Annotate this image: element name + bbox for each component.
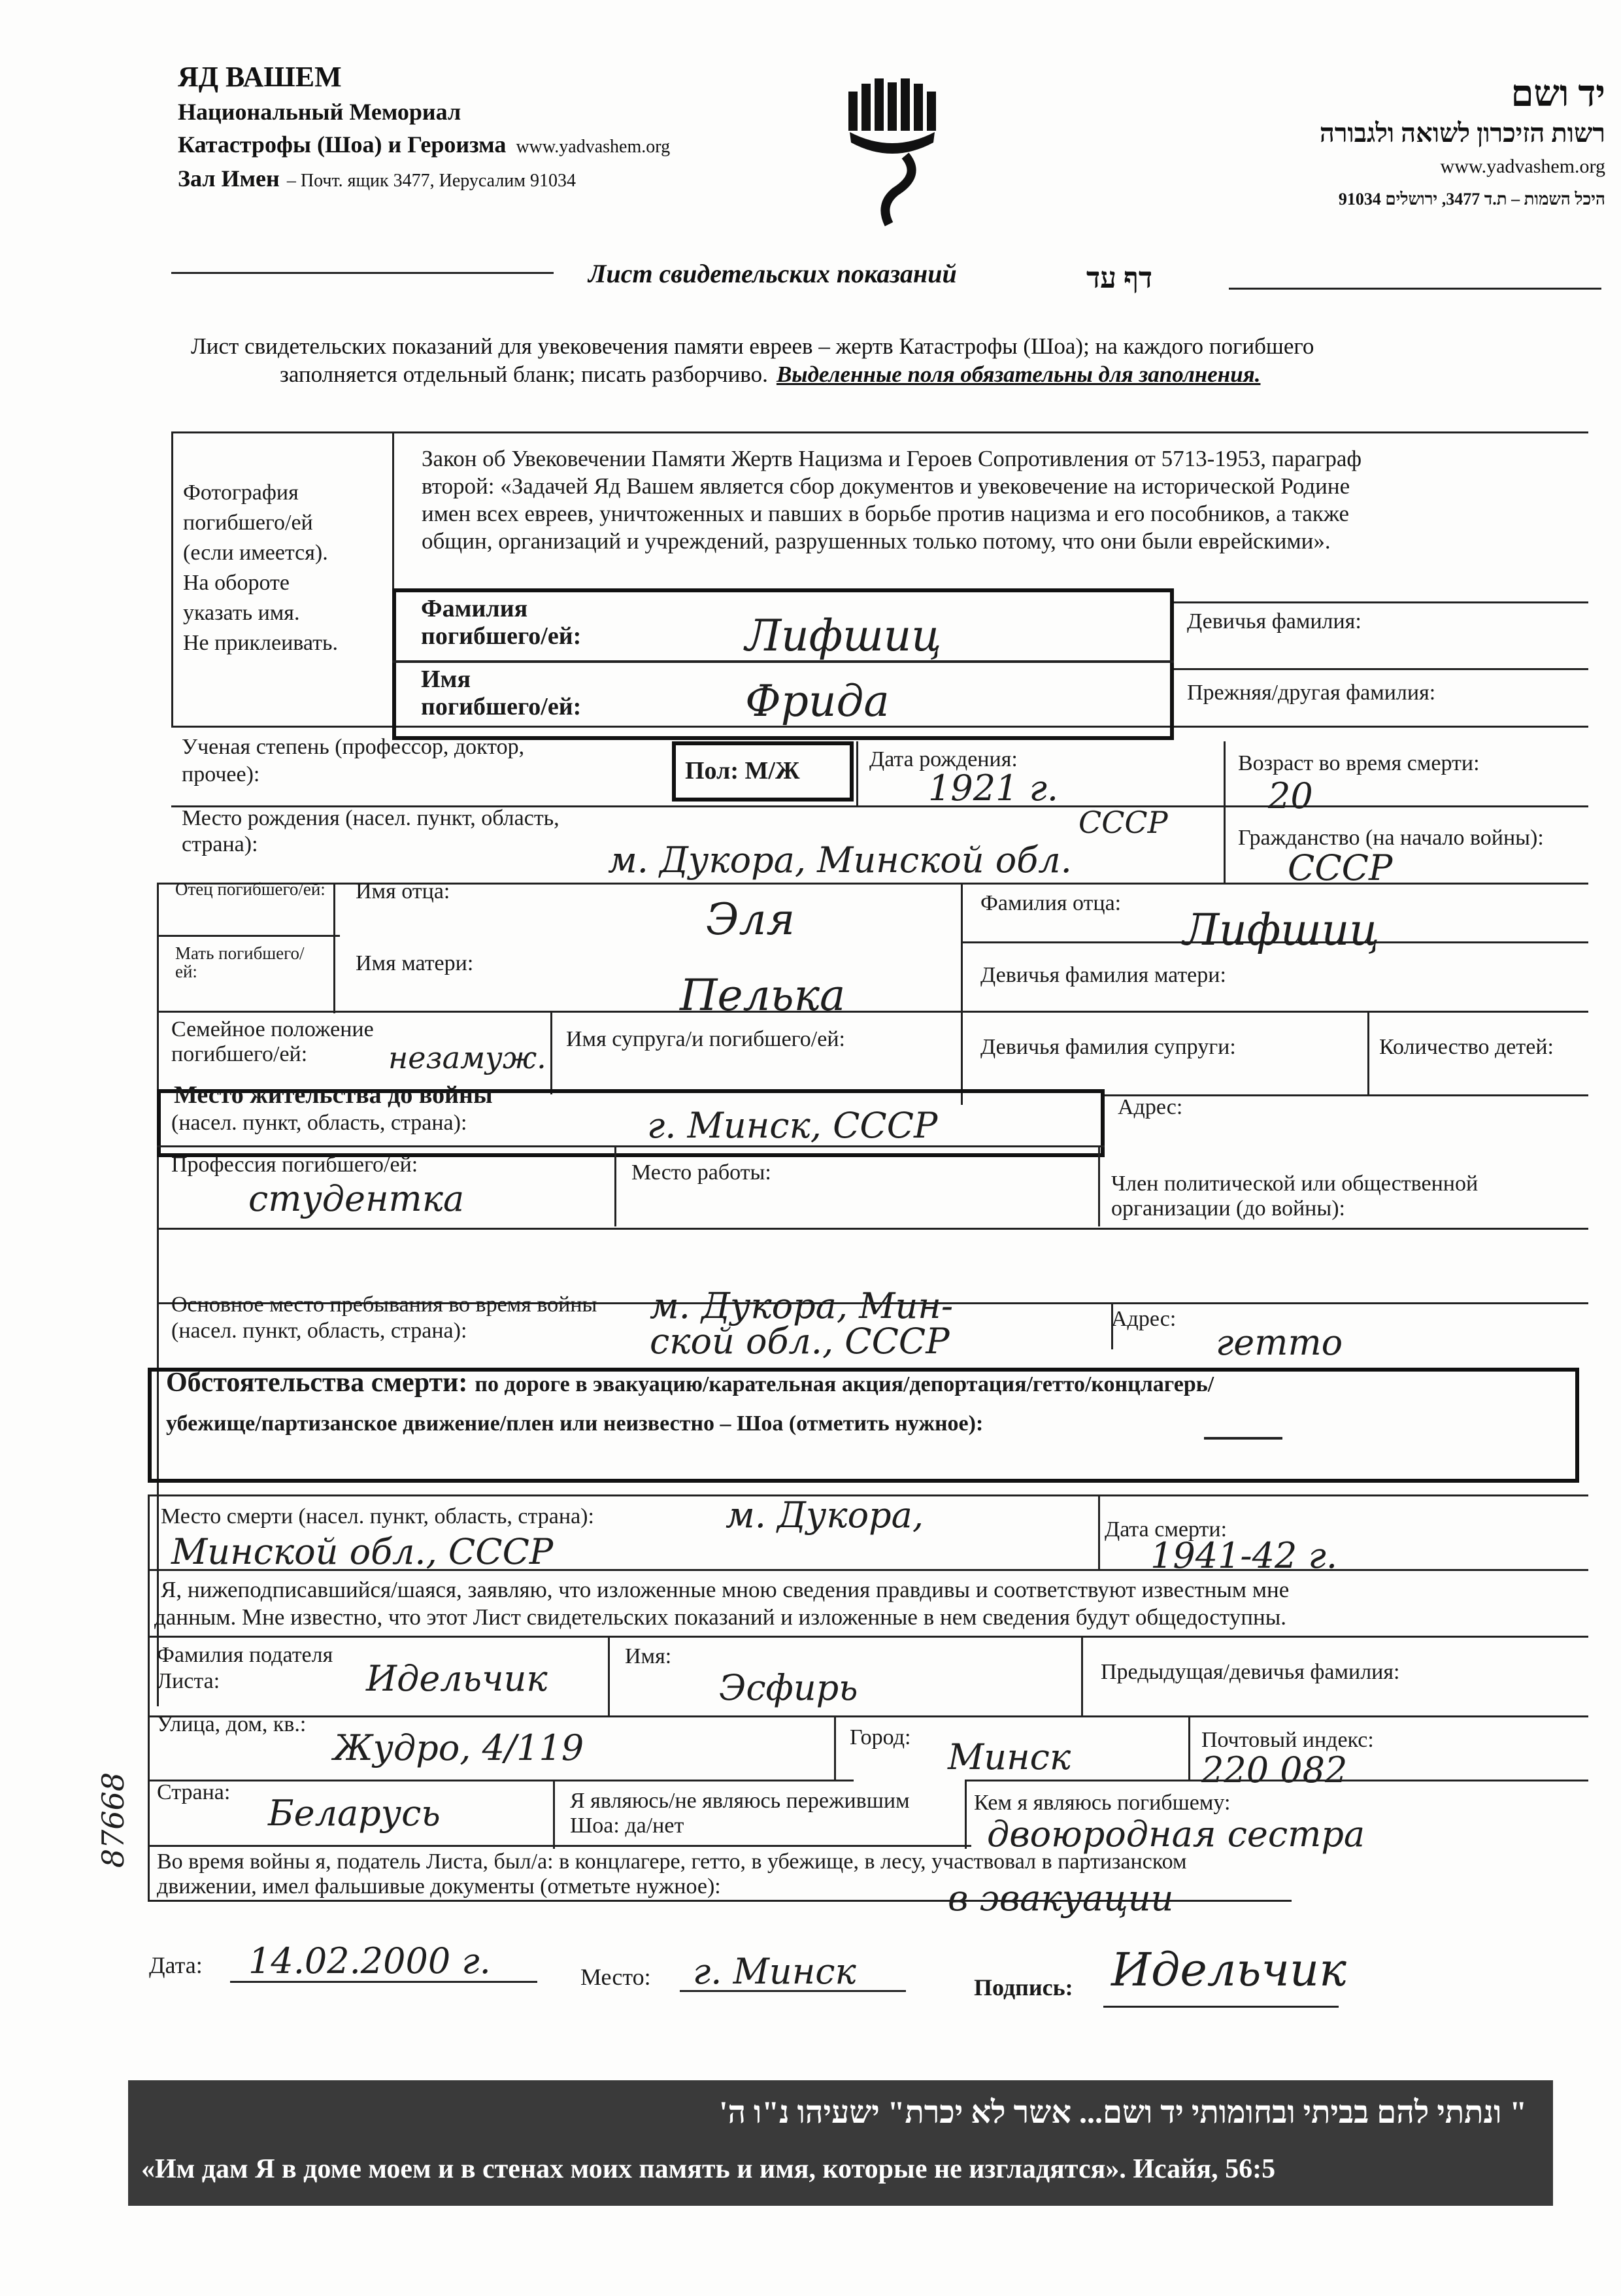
submitter-wartime-value[interactable]: в эвакуации bbox=[948, 1878, 1174, 1919]
wartime-address-value[interactable]: гетто bbox=[1216, 1322, 1343, 1363]
photo-line-3: На обороте bbox=[183, 571, 290, 595]
grid bbox=[148, 1845, 971, 1847]
declaration-line1: Я, нижеподписавшийся/шаяся, заявляю, что изложенные мною сведения правдивы и соответствуют известным мне bbox=[161, 1577, 1290, 1602]
photo-line-5: Не приклеивать. bbox=[183, 631, 338, 655]
header-left-title: ЯД ВАШЕМ bbox=[178, 61, 342, 93]
photo-line-4: указать имя. bbox=[183, 601, 300, 625]
circ-underline bbox=[1204, 1437, 1282, 1440]
death-circ-row bbox=[166, 1369, 1214, 1396]
death-date-value[interactable]: 1941-42 г. bbox=[1150, 1535, 1338, 1576]
death-place-value1[interactable]: м. Дукора, bbox=[726, 1494, 924, 1536]
father-name-label: Имя отца: bbox=[356, 879, 450, 903]
banner-russian-quote: «Им дам Я в доме моем и в стенах моих память и имя, которые не изгладятся». Исайя, 56:5 bbox=[141, 2154, 1276, 2184]
residence-sublabel: (насел. пункт, область, страна): bbox=[171, 1111, 467, 1135]
declaration-line2: данным. Мне известно, что этот Лист свидетельских показаний и изложенные в нем сведения будут общедоступны. bbox=[154, 1604, 1286, 1630]
intro-line1: Лист свидетельских показаний для увековечения памяти евреев – жертв Катастрофы (Шоа); на каждого погибшего bbox=[191, 333, 1314, 359]
father-surname-label: Фамилия отца: bbox=[980, 891, 1122, 915]
mother-side-label: Мать погибшего/ей: bbox=[175, 943, 305, 981]
father-surname-value[interactable]: Лифшиц bbox=[1183, 905, 1380, 955]
header-left-line2-row bbox=[178, 131, 670, 158]
banner-hebrew-quote: " ונתתי להם בביתי ובחומותי יד ושם... אשר לא יכרת" ישעיהו נ"ו ה' bbox=[719, 2095, 1527, 2130]
city-value[interactable]: Минск bbox=[948, 1736, 1071, 1778]
yad-vashem-menorah-logo bbox=[843, 77, 941, 228]
birthplace-label: Место рождения (насел. пункт, область, страна): bbox=[182, 806, 560, 856]
header-left-line3-rest: – Почт. ящик 3477, Иерусалим 91034 bbox=[286, 171, 576, 191]
profession-label: Профессия погибшего/ей: bbox=[171, 1153, 418, 1177]
children-label: Количество детей: bbox=[1379, 1035, 1554, 1059]
birthdate-value[interactable]: 1921 г. bbox=[928, 768, 1059, 809]
wartime-value-line1[interactable]: м. Дукора, Мин- bbox=[650, 1285, 954, 1326]
birthplace-value[interactable]: м. Дукора, Минской обл. bbox=[608, 839, 1072, 881]
street-label: Улица, дом, кв.: bbox=[157, 1712, 307, 1736]
profession-value[interactable]: студентка bbox=[248, 1178, 465, 1219]
quote-banner bbox=[128, 2080, 1553, 2206]
grid bbox=[965, 1780, 967, 1849]
citizenship-value[interactable]: СССР bbox=[1288, 847, 1393, 888]
submitter-prev-surname-label: Предыдущая/девичья фамилия: bbox=[1101, 1660, 1400, 1684]
residence-label: Место жительства до войны bbox=[174, 1081, 493, 1109]
title-rule-left bbox=[171, 272, 554, 274]
footer-place-label: Место: bbox=[580, 1964, 651, 1990]
header-left-line2: Катастрофы (Шоа) и Героизма bbox=[178, 131, 507, 158]
death-place-label: Место смерти (насел. пункт, область, страна): bbox=[161, 1504, 594, 1528]
intro-line2-plain: заполняется отдельный бланк; писать разборчиво. bbox=[280, 362, 768, 387]
death-circ-options1[interactable]: по дороге в эвакуацию/карательная акция/депортация/гетто/концлагерь/ bbox=[475, 1372, 1214, 1396]
header-left-website: www.yadvashem.org bbox=[516, 137, 671, 157]
grid bbox=[1224, 741, 1226, 883]
intro-line2-bold: Выделенные поля обязательны для заполнения. bbox=[776, 362, 1261, 387]
victim-name-value[interactable]: Фрида bbox=[745, 676, 890, 726]
survivor-label[interactable]: Я являюсь/не являюсь пережившим Шоа: да/нет bbox=[570, 1789, 910, 1838]
margin-number: 87668 bbox=[95, 1772, 131, 1868]
law-line-1: второй: «Задачей Яд Вашем является сбор документов и увековечение на исторической Родине bbox=[422, 473, 1350, 499]
submitter-surname-label: Фамилия подателя Листа: bbox=[157, 1643, 333, 1693]
wartime-label: Основное место пребывания во время войны (насел. пункт, область, страна): bbox=[171, 1292, 597, 1343]
country-value[interactable]: Беларусь bbox=[268, 1793, 441, 1834]
grid bbox=[157, 1011, 1588, 1013]
submitter-wartime-label1: Во время войны я, податель Листа, был/а: в концлагере, гетто, в убежище, в лесу, участвовал в партизанском bbox=[157, 1849, 1187, 1874]
date-underline bbox=[230, 1981, 537, 1983]
victim-surname-value[interactable]: Лифшиц bbox=[745, 611, 942, 661]
workplace-label: Место работы: bbox=[631, 1160, 771, 1185]
form-title-hebrew: דף עד bbox=[1086, 262, 1153, 294]
header-right-website: www.yadvashem.org bbox=[1440, 156, 1605, 177]
age-label: Возраст во время смерти: bbox=[1238, 751, 1480, 775]
signature-underline bbox=[1103, 2006, 1339, 2008]
grid bbox=[965, 1780, 1588, 1781]
grid bbox=[148, 1900, 1292, 1902]
form-title: Лист свидетельских показаний bbox=[588, 259, 957, 288]
grid bbox=[1174, 668, 1588, 670]
signature-label: Подпись: bbox=[974, 1974, 1073, 2001]
marital-value[interactable]: незамуж. bbox=[388, 1040, 546, 1075]
header-right-title: יד ושם bbox=[1511, 74, 1605, 114]
wartime-value-line2[interactable]: ской обл., СССР bbox=[650, 1321, 950, 1362]
grid bbox=[1174, 601, 1588, 603]
birthplace-country[interactable]: СССР bbox=[1078, 805, 1168, 840]
age-value[interactable]: 20 bbox=[1268, 775, 1313, 817]
grid bbox=[553, 1780, 555, 1849]
victim-maiden-label: Девичья фамилия: bbox=[1187, 609, 1362, 633]
grid bbox=[148, 1636, 1588, 1638]
submitter-name-value[interactable]: Эсфирь bbox=[719, 1667, 858, 1708]
relation-value[interactable]: двоюродная сестра bbox=[987, 1814, 1365, 1855]
zip-value[interactable]: 220 082 bbox=[1201, 1749, 1348, 1791]
grid bbox=[148, 1715, 1588, 1717]
residence-value[interactable]: г. Минск, СССР bbox=[647, 1105, 938, 1146]
grid bbox=[961, 883, 963, 1105]
mother-name-label: Имя матери: bbox=[356, 951, 474, 975]
title-rule-right bbox=[1229, 288, 1601, 290]
photo-line-2: (если имеется). bbox=[183, 541, 328, 565]
header-left-line3-row bbox=[178, 165, 576, 192]
victim-other-surname-label: Прежняя/другая фамилия: bbox=[1187, 681, 1436, 705]
birthdate-label: Дата рождения: bbox=[869, 747, 1018, 771]
grid bbox=[171, 431, 173, 726]
city-label: Город: bbox=[850, 1725, 911, 1749]
mother-maiden-label: Девичья фамилия матери: bbox=[980, 963, 1226, 987]
grid bbox=[1098, 1494, 1100, 1570]
grid bbox=[157, 935, 340, 937]
grid bbox=[1098, 1145, 1100, 1226]
death-date-label: Дата смерти: bbox=[1105, 1517, 1228, 1542]
country-label: Страна: bbox=[157, 1780, 231, 1804]
grid bbox=[148, 1494, 150, 1900]
footer-place-value[interactable]: г. Минск bbox=[693, 1951, 856, 1992]
grid bbox=[148, 1780, 854, 1781]
degree-label: Ученая степень (профессор, доктор, прочее): bbox=[182, 735, 525, 786]
grid bbox=[550, 1011, 552, 1094]
photo-line-0: Фотография bbox=[183, 481, 299, 505]
death-circ-options2[interactable]: убежище/партизанское движение/плен или неизвестно – Шоа (отметить нужное): bbox=[166, 1411, 984, 1436]
grid bbox=[856, 741, 858, 805]
wartime-address-label: Адрес: bbox=[1111, 1307, 1177, 1331]
submitter-surname-value[interactable]: Идельчик bbox=[366, 1658, 548, 1699]
mother-name-value[interactable]: Пелька bbox=[680, 970, 846, 1021]
death-place-value2[interactable]: Минской обл., СССР bbox=[171, 1531, 554, 1572]
grid bbox=[614, 1145, 616, 1226]
signature-value[interactable]: Идельчик bbox=[1111, 1943, 1346, 1997]
law-line-2: имен всех евреев, уничтоженных и павших в борьбе против нацизма и его пособников, а также bbox=[422, 501, 1350, 526]
spouse-name-label: Имя супруга/и погибшего/ей: bbox=[566, 1027, 845, 1051]
header-left-line1: Национальный Мемориал bbox=[178, 99, 461, 125]
submitter-name-label: Имя: bbox=[625, 1644, 672, 1668]
victim-name-label: Имя погибшего/ей: bbox=[421, 666, 582, 720]
grid bbox=[333, 883, 335, 1013]
grid bbox=[171, 431, 1588, 433]
photo-line-1: погибшего/ей bbox=[183, 511, 313, 535]
grid bbox=[1188, 1715, 1190, 1781]
father-name-value[interactable]: Эля bbox=[706, 894, 795, 945]
grid bbox=[157, 1228, 1588, 1230]
grid bbox=[834, 1715, 836, 1781]
membership-label: Член политической или общественной организации (до войны): bbox=[1111, 1172, 1479, 1221]
grid bbox=[608, 1636, 610, 1717]
grid bbox=[157, 1145, 1105, 1147]
law-line-3: общин, организаций и учреждений, разрушенных только потому, что они были еврейскими». bbox=[422, 528, 1331, 554]
grid bbox=[157, 883, 159, 1706]
footer-date-value[interactable]: 14.02.2000 г. bbox=[248, 1940, 491, 1982]
intro-line2-row bbox=[280, 362, 1260, 388]
header-right-line2: היכל השמות – ת.ד 3477, ירושלים 91034 bbox=[1338, 190, 1605, 209]
place-underline bbox=[680, 1990, 906, 1992]
header-left-line3-bold: Зал Имен bbox=[178, 165, 280, 192]
law-line-0: Закон об Увековечении Памяти Жертв Нацизма и Героев Сопротивления от 5713-1953, параграф bbox=[422, 446, 1362, 471]
header-right-line1: רשות הזיכרון לשואה ולגבורה bbox=[1319, 118, 1605, 148]
death-circ-label: Обстоятельства смерти: bbox=[166, 1368, 468, 1398]
residence-address-label: Адрес: bbox=[1118, 1095, 1183, 1119]
spouse-maiden-label: Девичья фамилия супруги: bbox=[980, 1035, 1236, 1059]
father-side-label: Отец погибшего/ей: bbox=[175, 879, 326, 899]
grid bbox=[1081, 1636, 1083, 1717]
grid bbox=[148, 1569, 1588, 1571]
submitter-wartime-label2: движении, имел фальшивые документы (отметьте нужное): bbox=[157, 1874, 721, 1899]
citizenship-label: Гражданство (на начало войны): bbox=[1238, 826, 1544, 850]
grid bbox=[1367, 1011, 1369, 1094]
footer-date-label: Дата: bbox=[149, 1952, 203, 1978]
relation-label: Кем я являюсь погибшему: bbox=[974, 1791, 1231, 1815]
zip-label: Почтовый индекс: bbox=[1201, 1728, 1374, 1752]
victim-surname-label: Фамилия погибшего/ей: bbox=[421, 595, 582, 650]
marital-label: Семейное положение погибшего/ей: bbox=[171, 1017, 374, 1066]
street-value[interactable]: Жудро, 4/119 bbox=[333, 1727, 584, 1768]
sex-label[interactable]: Пол: М/Ж bbox=[685, 757, 800, 785]
